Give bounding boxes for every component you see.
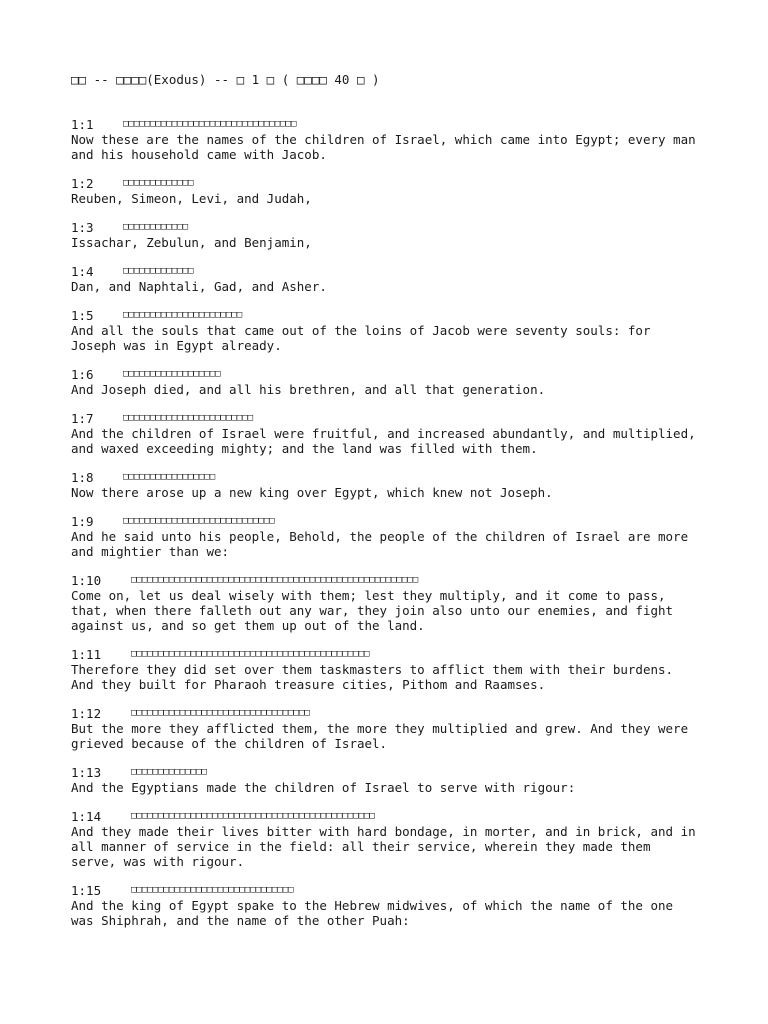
verse-number: 1:8	[71, 470, 94, 485]
verse-1-12	[71, 706, 711, 751]
verse-cjk-text: □□□□□□□□□□□□□□□□□□□□□□	[123, 310, 243, 320]
verse-cjk-text: □□□□□□□□□□□□□□□□□	[123, 472, 216, 482]
verse-number: 1:6	[71, 367, 94, 382]
verse-cjk-text: □□□□□□□□□□□□□□□□□□□□□□□□	[123, 413, 254, 423]
verse-1-4	[71, 264, 711, 294]
verse-english-text: Dan, and Naphtali, Gad, and Asher.	[71, 279, 327, 294]
verse-cjk-text: □□□□□□□□□□□□□□□□□□□□□□□□□□□□	[123, 516, 275, 526]
verse-number: 1:13	[71, 765, 102, 780]
verse-english-text: And the Egyptians made the children of Israel to serve with rigour:	[71, 780, 576, 795]
verse-number: 1:14	[71, 809, 102, 824]
verse-1-13	[71, 765, 711, 795]
verse-1-6	[71, 367, 711, 397]
verse-list	[71, 117, 711, 942]
verse-number: 1:3	[71, 220, 94, 235]
chapter-header: □□ -- □□□□(Exodus) -- □ 1 □ ( □□□□ 40 □ )	[71, 72, 380, 87]
verse-1-2	[71, 176, 711, 206]
verse-cjk-text: □□□□□□□□□□□□□□□□□□□□□□□□□□□□□□□□□	[131, 708, 310, 718]
verse-1-5	[71, 308, 711, 353]
verse-english-text: Reuben, Simeon, Levi, and Judah,	[71, 191, 312, 206]
verse-1-1	[71, 117, 711, 162]
verse-number: 1:12	[71, 706, 102, 721]
verse-number: 1:4	[71, 264, 94, 279]
verse-cjk-text: □□□□□□□□□□□□□□□□□□□□□□□□□□□□□□□□	[123, 119, 297, 129]
verse-english-text: And all the souls that came out of the loins of Jacob were seventy souls: for Joseph was in Egypt already.	[71, 323, 651, 353]
verse-english-text: And they made their lives bitter with hard bondage, in morter, and in brick, and in all manner of service in the field: all their service, wherein they made them serve, was with rigour.	[71, 824, 696, 869]
verse-1-3	[71, 220, 711, 250]
verse-number: 1:9	[71, 514, 94, 529]
verse-number: 1:2	[71, 176, 94, 191]
verse-number: 1:15	[71, 883, 102, 898]
verse-cjk-text: □□□□□□□□□□□□□□□□□□□□□□□□□□□□□□□□□□□□□□□□□□□□□□□□□□□□□	[131, 575, 419, 585]
verse-english-text: Now there arose up a new king over Egypt, which knew not Joseph.	[71, 485, 553, 500]
verse-1-7	[71, 411, 711, 456]
verse-cjk-text: □□□□□□□□□□□□□□	[131, 767, 207, 777]
verse-cjk-text: □□□□□□□□□□□□	[123, 222, 189, 232]
verse-number: 1:11	[71, 647, 102, 662]
verse-english-text: Issachar, Zebulun, and Benjamin,	[71, 235, 312, 250]
verse-english-text: Now these are the names of the children of Israel, which came into Egypt; every man and his household came with Jacob.	[71, 132, 696, 162]
verse-number: 1:1	[71, 117, 94, 132]
verse-english-text: And the children of Israel were fruitful, and increased abundantly, and multiplied, and waxed exceeding mighty; and the land was filled with them.	[71, 426, 696, 456]
verse-1-10	[71, 573, 711, 633]
verse-1-15	[71, 883, 711, 928]
verse-cjk-text: □□□□□□□□□□□□□□□□□□□□□□□□□□□□□□□□□□□□□□□□□□□□□	[131, 811, 375, 821]
verse-english-text: And the king of Egypt spake to the Hebrew midwives, of which the name of the one was Shiphrah, and the name of the other Puah:	[71, 898, 674, 928]
verse-cjk-text: □□□□□□□□□□□□□	[123, 266, 194, 276]
verse-1-11	[71, 647, 711, 692]
verse-english-text: But the more they afflicted them, the more they multiplied and grew. And they were grieved because of the children of Israel.	[71, 721, 689, 751]
verse-1-8	[71, 470, 711, 500]
verse-english-text: And he said unto his people, Behold, the people of the children of Israel are more and mightier than we:	[71, 529, 689, 559]
verse-english-text: Come on, let us deal wisely with them; lest they multiply, and it come to pass, that, when there falleth out any war, they join also unto our enemies, and fight against us, and so get them up out of the land.	[71, 588, 674, 633]
verse-number: 1:5	[71, 308, 94, 323]
verse-cjk-text: □□□□□□□□□□□□□□□□□□	[123, 369, 221, 379]
verse-cjk-text: □□□□□□□□□□□□□□□□□□□□□□□□□□□□□□	[131, 885, 294, 895]
verse-number: 1:7	[71, 411, 94, 426]
verse-number: 1:10	[71, 573, 102, 588]
verse-1-14	[71, 809, 711, 869]
verse-cjk-text: □□□□□□□□□□□□□□□□□□□□□□□□□□□□□□□□□□□□□□□□□□□□	[131, 649, 370, 659]
verse-cjk-text: □□□□□□□□□□□□□	[123, 178, 194, 188]
verse-english-text: Therefore they did set over them taskmasters to afflict them with their burdens. And they built for Pharaoh treasure cities, Pithom and Raamses.	[71, 662, 674, 692]
verse-english-text: And Joseph died, and all his brethren, and all that generation.	[71, 382, 546, 397]
verse-1-9	[71, 514, 711, 559]
